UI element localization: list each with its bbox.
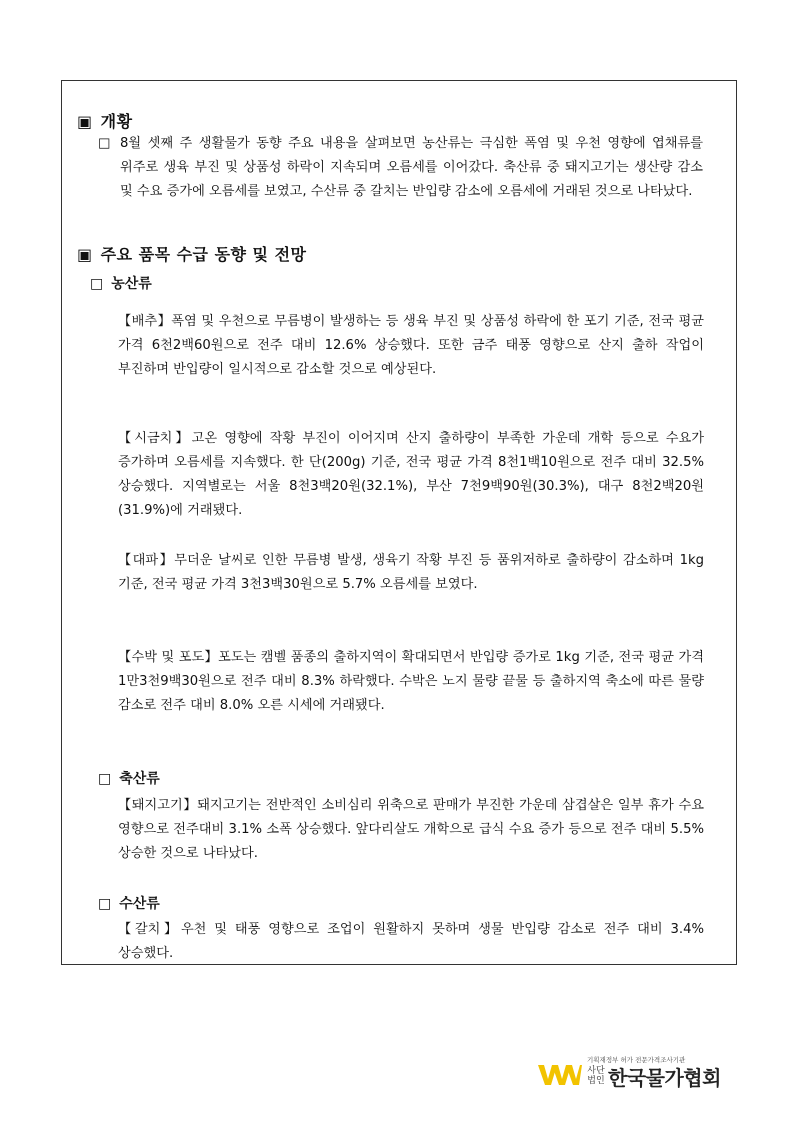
footer-tagline: 기획재정부 허가 전문가격조사기관: [587, 1056, 686, 1064]
fishery-item-hairtail: [118, 918, 704, 966]
item-tag: 【대파】: [118, 553, 175, 568]
item-tag: 【돼지고기】: [118, 798, 198, 813]
footer-corp-label: [585, 1066, 607, 1086]
agri-item-greenonion: [118, 549, 704, 597]
item-tag: 【시금치】: [118, 431, 192, 446]
item-text: 고온 영향에 작황 부진이 이어지며 산지 출하량이 부족한 가운데 개학 등으로 수요가 증가하며 오름세를 지속했다. 한 단(200g) 기준, 전국 평균 가격 8천1백10원으로 전주 대비 32.5% 상승했다. 지역별로는 서울 8천3백20원(32.1%), 부산 7천9백90원(30.3%), 대구 8천2백20원(31.9%)에 거래됐다.: [118, 431, 705, 518]
footer-brand: 한국물가협회: [608, 1066, 721, 1090]
heading-square-icon: ▣: [77, 112, 93, 131]
livestock-title: 축산류: [119, 771, 160, 787]
livestock-heading: [98, 768, 160, 788]
item-tag: 【배추】: [118, 314, 172, 329]
item-tag: 【수박 및 포도】: [118, 650, 219, 665]
fishery-title: 수산류: [119, 896, 160, 912]
heading-square-icon: ▣: [77, 245, 93, 264]
item-text: 포도는 캠벨 품종의 출하지역이 확대되면서 반입량 증가로 1kg 기준, 전국 평균 가격 1만3천9백30원으로 전주 대비 8.3% 하락했다. 수박은 노지 물량 끝물 등 출하지역 축소에 따른 물량 감소로 전주 대비 8.0% 오른 시세에 거래됐다.: [118, 650, 704, 713]
main-items-heading-text: 주요 품목 수급 동향 및 전망: [100, 245, 307, 264]
main-items-heading: [77, 242, 307, 265]
item-text: 무더운 날씨로 인한 무름병 발생, 생육기 작황 부진 등 품위저하로 출하량이 감소하며 1kg 기준, 전국 평균 가격 3천3백30원으로 5.7% 오름세를 보였다.: [118, 553, 704, 592]
agri-item-cabbage: [118, 310, 704, 382]
overview-text: 8월 셋째 주 생활물가 동향 주요 내용을 살펴보면 농산류는 극심한 폭염 및 우천 영향에 엽채류를 위주로 생육 부진 및 상품성 하락이 지속되며 오름세를 이어갔다. 축산류 중 돼지고기는 생산량 감소 및 수요 증가에 오름세를 보였고, 수산류 중 갈치는 반입량 감소에 오름세에 거래된 것으로 나타났다.: [120, 136, 703, 199]
fishery-heading: [98, 893, 160, 913]
agri-title: 농산류: [111, 276, 152, 292]
subsection-box-icon: □: [98, 771, 112, 787]
overview-heading: [77, 109, 133, 132]
kpa-logo-icon: [538, 1061, 582, 1087]
overview-heading-text: 개황: [100, 112, 133, 131]
item-text: 우천 및 태풍 영향으로 조업이 원활하지 못하며 생물 반입량 감소로 전주 대비 3.4% 상승했다.: [118, 922, 704, 961]
item-text: 돼지고기는 전반적인 소비심리 위축으로 판매가 부진한 가운데 삼겹살은 일부 휴가 수요 영향으로 전주대비 3.1% 소폭 상승했다. 앞다리살도 개학으로 급식 수요 증가 등으로 전주 대비 5.5% 상승한 것으로 나타났다.: [118, 798, 704, 861]
item-tag: 【갈치】: [118, 922, 181, 937]
subsection-box-icon: □: [90, 276, 104, 292]
subsection-box-icon: □: [98, 896, 112, 912]
footer-corp-line2: 법인: [587, 1076, 605, 1086]
livestock-item-pork: [118, 794, 704, 866]
footer-corp-line1: 사단: [587, 1066, 605, 1076]
overview-bullet-icon: □: [98, 136, 111, 151]
agri-item-spinach: [118, 427, 704, 523]
agri-item-watermelon-grape: [118, 646, 704, 718]
item-text: 폭염 및 우천으로 무름병이 발생하는 등 생육 부진 및 상품성 하락에 한 포기 기준, 전국 평균 가격 6천2백60원으로 전주 대비 12.6% 상승했다. 또한 금주 태풍 영향으로 산지 출하 작업이 부진하며 반입량이 일시적으로 감소할 것으로 예상된다.: [118, 314, 704, 377]
agri-heading: [90, 273, 152, 293]
